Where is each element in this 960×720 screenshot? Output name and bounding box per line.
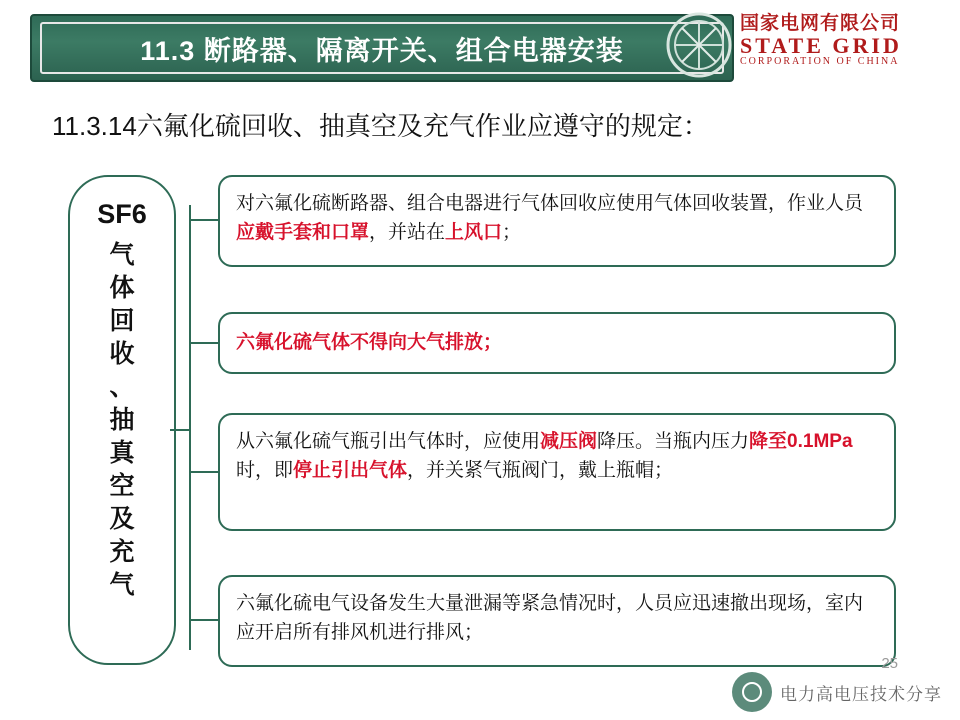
header-title-bar — [30, 14, 734, 82]
logo-en-name: STATE GRID — [740, 32, 902, 58]
page-number: 25 — [881, 655, 898, 672]
content-text-1 — [236, 189, 878, 248]
state-grid-logo — [666, 12, 946, 82]
content-box-1 — [218, 175, 896, 267]
content-text-3 — [236, 427, 878, 486]
sf6-vertical-char: 抽 — [109, 406, 135, 434]
body-text: ； — [502, 222, 522, 244]
body-text: 从六氟化硫气瓶引出气体时，应使用 — [236, 431, 541, 452]
highlighted-text: 上风口 — [445, 222, 503, 244]
body-text: 降压。当瓶内压力 — [597, 431, 750, 452]
content-text-2 — [236, 328, 502, 357]
footer-watermark — [732, 672, 942, 712]
body-text: 六氟化硫电气设备发生大量泄漏等紧急情况时，人员应迅速撤出现场，室内应开启所有排风机进行排风； — [236, 593, 864, 644]
highlighted-text: 六氟化硫气体不得向大气排放； — [236, 332, 503, 354]
body-text: ，并关紧气瓶阀门，戴上瓶帽； — [407, 460, 674, 482]
sf6-title: SF6 — [97, 199, 147, 229]
section-heading: 11.3.14六氟化硫回收、抽真空及充气作业应遵守的规定： — [52, 111, 709, 141]
sf6-vertical-char: 收 — [109, 340, 135, 368]
content-box-2 — [218, 312, 896, 374]
content-text-4 — [236, 589, 878, 648]
highlighted-text: 应戴手套和口罩 — [236, 222, 370, 244]
sf6-vertical-char: 气 — [109, 241, 135, 269]
sf6-vertical-char: 空 — [109, 472, 135, 500]
logo-cn-name: 国家电网有限公司 — [740, 13, 901, 34]
state-grid-logo-text — [740, 14, 940, 68]
body-text: 时，即 — [236, 460, 294, 482]
sf6-vertical-char: 、 — [109, 373, 135, 401]
sf6-vertical-char: 回 — [109, 307, 135, 335]
content-box-4 — [218, 575, 896, 667]
watermark-text: 电力高电压技术分享 — [780, 684, 942, 704]
sf6-vertical-char: 充 — [109, 538, 135, 566]
sf6-vertical-char: 及 — [109, 505, 135, 533]
wechat-account-icon — [732, 672, 772, 712]
content-box-3 — [218, 413, 896, 531]
sf6-vertical-char: 真 — [109, 439, 135, 467]
highlighted-text: 停止引出气体 — [293, 460, 408, 482]
state-grid-logo-icon — [666, 12, 732, 78]
highlighted-text: 减压阀 — [540, 431, 598, 452]
page-title: 11.3 断路器、隔离开关、组合电器安装 — [140, 35, 624, 66]
sf6-vertical-char: 体 — [109, 274, 135, 302]
logo-en-sub: CORPORATION OF CHINA — [740, 56, 900, 68]
sf6-label-box — [68, 175, 176, 665]
body-text: 对六氟化硫断路器、组合电器进行气体回收应使用气体回收装置，作业人员 — [236, 193, 864, 214]
sf6-vertical-char: 气 — [109, 571, 135, 599]
slide-header — [0, 0, 960, 92]
sf6-vertical-text — [70, 239, 174, 649]
body-text: ，并站在 — [369, 222, 446, 244]
highlighted-text: 降至0.1MPa — [749, 431, 853, 452]
